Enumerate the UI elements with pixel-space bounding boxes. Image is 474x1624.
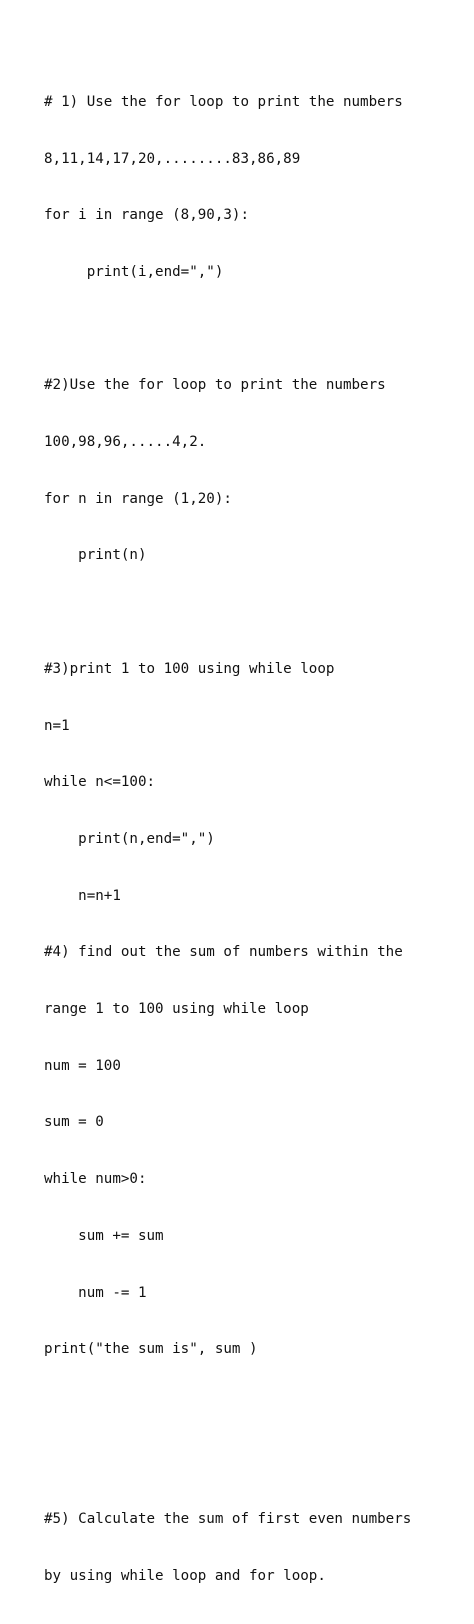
code-line: range 1 to 100 using while loop [44,1001,309,1018]
code-line: while n<=100: [44,774,156,791]
code-line: sum += sum [44,1227,164,1244]
code-text-block [44,55,411,1624]
code-line: # 1) Use the for loop to print the numbers [44,93,403,110]
code-line: while num>0: [44,1171,147,1188]
blank-line [44,1397,411,1416]
code-line: #3)print 1 to 100 using while loop [44,660,335,677]
blank-line [44,320,411,339]
code-line: for n in range (1,20): [44,490,232,507]
code-line: n=1 [44,717,70,734]
code-line: print(n) [44,547,147,564]
code-line: #2)Use the for loop to print the numbers [44,377,386,394]
code-line: num = 100 [44,1057,121,1074]
code-line: print(i,end=",") [44,263,224,280]
blank-line [44,603,411,622]
code-line: #5) Calculate the sum of first even numbers [44,1511,412,1528]
code-line: 8,11,14,17,20,........83,86,89 [44,150,301,167]
code-line: 100,98,96,.....4,2. [44,434,207,451]
blank-line [44,1454,411,1473]
code-line: for i in range (8,90,3): [44,207,249,224]
code-line: print("the sum is", sum ) [44,1341,258,1358]
code-line: num -= 1 [44,1284,147,1301]
code-line: #4) find out the sum of numbers within the [44,944,403,961]
code-line: by using while loop and for loop. [44,1568,326,1585]
code-line: sum = 0 [44,1114,104,1131]
code-line: print(n,end=",") [44,830,215,847]
code-line: n=n+1 [44,887,121,904]
